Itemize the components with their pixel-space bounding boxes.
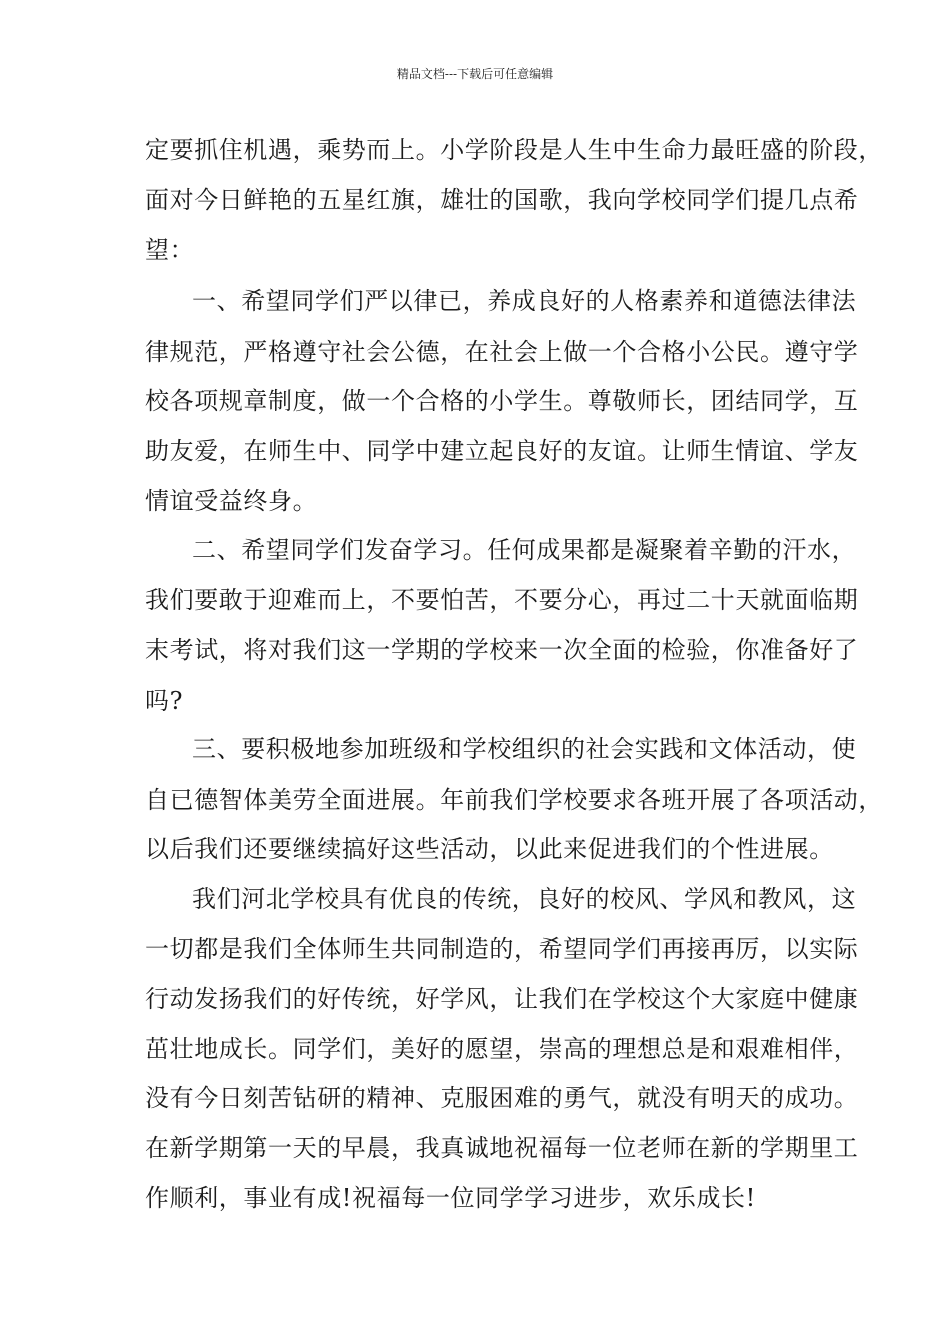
body-line: 茁壮地成长。同学们，美好的愿望，崇高的理想总是和艰难相伴， [145, 1035, 859, 1063]
paragraph-first-line: 我们河北学校具有优良的传统，良好的校风、学风和教风，这 [192, 885, 857, 913]
body-line: 校各项规章制度，做一个合格的小学生。尊敬师长，团结同学，互 [145, 387, 859, 415]
paragraph-first-line: 一、希望同学们严以律已，养成良好的人格素养和道德法律法 [192, 287, 857, 315]
paragraph-first-line: 三、要积极地参加班级和学校组织的社会实践和文体活动，使 [192, 735, 857, 763]
paragraph-first-line: 二、希望同学们发奋学习。任何成果都是凝聚着辛勤的汗水， [192, 536, 857, 564]
body-line: 吗? [145, 687, 184, 715]
body-line: 在新学期第一天的早晨，我真诚地祝福每一位老师在新的学期里工 [145, 1134, 859, 1162]
body-line: 末考试，将对我们这一学期的学校来一次全面的检验，你准备好了 [145, 636, 859, 664]
body-line: 一切都是我们全体师生共同制造的，希望同学们再接再厉，以实际 [145, 935, 859, 963]
body-line: 律规范，严格遵守社会公德，在社会上做一个合格小公民。遵守学 [145, 338, 859, 366]
body-line: 我们要敢于迎难而上，不要怕苦，不要分心，再过二十天就面临期 [145, 586, 859, 614]
body-line: 面对今日鲜艳的五星红旗，雄壮的国歌，我向学校同学们提几点希 [145, 186, 859, 214]
body-line: 行动发扬我们的好传统，好学风，让我们在学校这个大家庭中健康 [145, 985, 859, 1013]
body-line: 作顺利，事业有成!祝福每一位同学学习进步，欢乐成长! [145, 1184, 756, 1212]
body-line: 自已德智体美劳全面进展。年前我们学校要求各班开展了各项活动， [145, 786, 883, 814]
body-line: 情谊受益终身。 [145, 487, 318, 515]
body-line: 望： [145, 236, 195, 264]
body-line: 没有今日刻苦钻研的精神、克服困难的勇气，就没有明天的成功。 [145, 1084, 859, 1112]
body-line: 助友爱，在师生中、同学中建立起良好的友谊。让师生情谊、学友 [145, 437, 859, 465]
page-header-watermark: 精品文档---下载后可任意编辑 [396, 67, 554, 81]
body-line: 以后我们还要继续搞好这些活动，以此来促进我们的个性进展。 [145, 835, 834, 863]
body-line: 定要抓住机遇，乘势而上。小学阶段是人生中生命力最旺盛的阶段， [145, 136, 883, 164]
